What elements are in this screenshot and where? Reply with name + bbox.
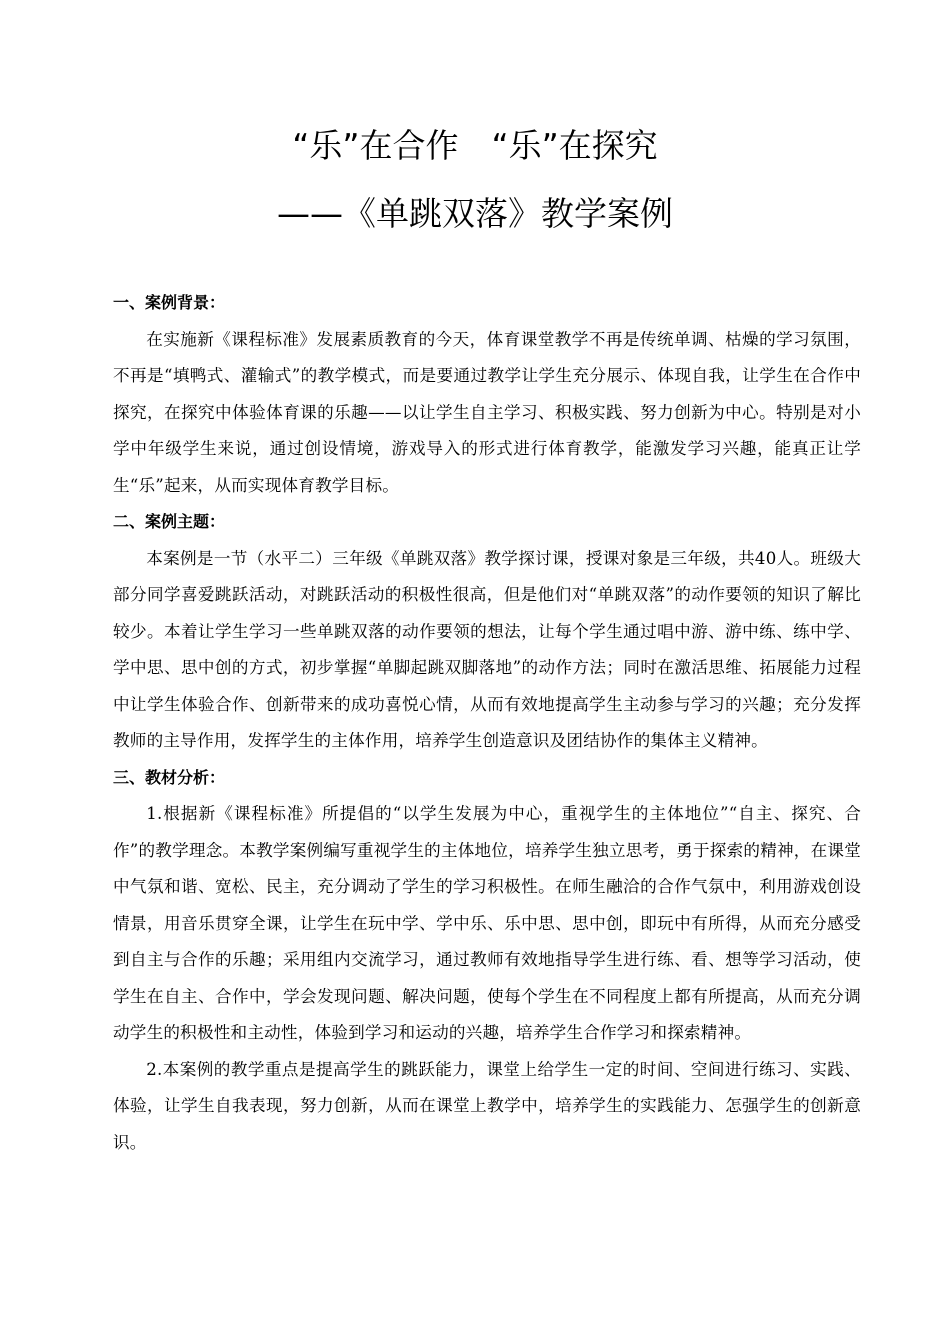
paragraph: 1.根据新《课程标准》所提倡的“以学生发展为中心，重视学生的主体地位”“自主、探究、合作”的教学理念。本教学案例编写重视学生的主体地位，培养学生独立思考，勇于探索的精神，在课堂中气氛和谐、宽松、民主，充分调动了学生的学习积极性。在师生融洽的合作气氛中，利用游戏创设情景，用音乐贯穿全课，让学生在玩中学、学中乐、乐中思、思中创，即玩中有所得，从而充分感受到自主与合作的乐趣；采用组内交流学习，通过教师有效地指导学生进行练、看、想等学习活动，使学生在自主、合作中，学会发现问题、解决问题，使每个学生在不同程度上都有所提高，从而充分调动学生的积极性和主动性，体验到学习和运动的兴趣，培养学生合作学习和探索精神。 — [113, 804, 861, 1042]
document-subtitle: ——《单跳双落》教学案例 — [277, 194, 673, 233]
section-theme — [113, 504, 861, 760]
document-body — [113, 285, 861, 1161]
section-analysis — [113, 760, 861, 1162]
section-heading: 二、案例主题： — [113, 512, 226, 531]
paragraph: 2.本案例的教学重点是提高学生的跳跃能力，课堂上给学生一定的时间、空间进行练习、实践、体验，让学生自我表现，努力创新，从而在课堂上教学中，培养学生的实践能力、怎强学生的创新意识。 — [113, 1059, 861, 1152]
section-background — [113, 285, 861, 504]
paragraph: 在实施新《课程标准》发展素质教育的今天，体育课堂教学不再是传统单调、枯燥的学习氛围，不再是“填鸭式、灌输式”的教学模式，而是要通过教学让学生充分展示、体现自我，让学生在合作中探究，在探究中体验体育课的乐趣——以让学生自主学习、积极实践、努力创新为中心。特别是对小学中年级学生来说，通过创设情境，游戏导入的形式进行体育教学，能激发学习兴趣，能真正让学生“乐”起来，从而实现体育教学目标。 — [113, 329, 861, 495]
section-heading: 一、案例背景： — [113, 293, 226, 312]
section-heading: 三、教材分析： — [113, 767, 226, 787]
paragraph: 本案例是一节（水平二）三年级《单跳双落》教学探讨课，授课对象是三年级，共40人。班级大部分同学喜爱跳跃活动，对跳跃活动的积极性很高，但是他们对“单跳双落”的动作要领的知识了解比较少。本着让学生学习一些单跳双落的动作要领的想法，让每个学生通过唱中游、游中练、练中学、学中思、思中创的方式，初步掌握“单脚起跳双脚落地”的动作方法；同时在激活思维、拓展能力过程中让学生体验合作、创新带来的成功喜悦心情，从而有效地提高学生主动参与学习的兴趣；充分发挥教师的主导作用，发挥学生的主体作用，培养学生创造意识及团结协作的集体主义精神。 — [113, 548, 861, 750]
document-title: “乐”在合作 “乐”在探究 — [292, 126, 658, 165]
